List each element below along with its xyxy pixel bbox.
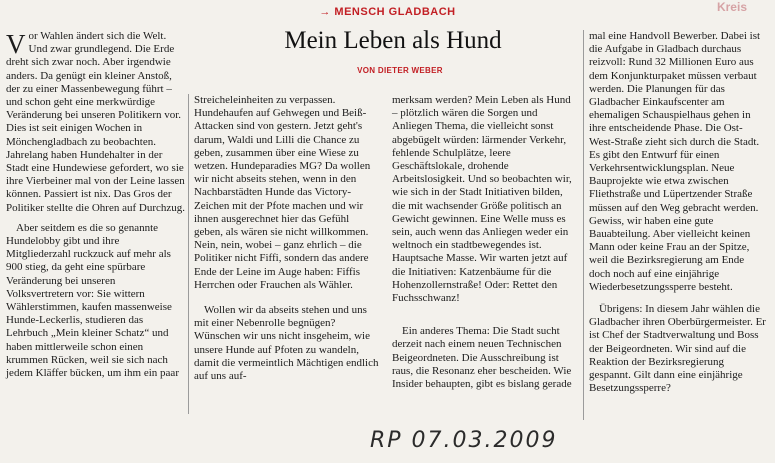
article-column-2 (194, 94, 379, 383)
article-column-4 (589, 30, 768, 395)
paragraph: Aber seitdem es die so genannte Hundelobby gibt und ihre Mitgliederzahl ruckzuck auf mehr als 900 stieg, da geht eine spürbare Veränderung bei unseren Volksvertretern vor: Sie wittern Wählerstimmen, kaufen massenweise Hunde-Leckerlis, studieren das Lehrbuch „Mein kleiner Schatz“ und haben mittlerweile schon einen krummen Rücken, weil sie sich nach jedem Kläffer bücken, um ihm ein paar (6, 221, 179, 380)
article-column-1 (6, 30, 185, 380)
paragraph-text: or Wahlen ändert sich die Welt. Und zwar grundlegend. Die Erde dreht sich zwar noch. Aber irgendwie anders. Da genügt ein kleiner Anstoß, der zu einer Massenbewegung führt – und schon geht eine merkwürdige Veränderung bei unseren Politikern vor. Dies ist seit einigen Wochen in Mönchengladbach zu beobachten. Jahrelang haben Hundehalter in der Stadt eine Hundewiese gefordert, wo sie ihre Vierbeiner mal von der Leine lassen können. Passiert ist nix. Das Gros der Politiker stellte die Ohren auf Durchzug. (6, 30, 186, 214)
paragraph: merksam werden? Mein Leben als Hund – plötzlich wären die Sorgen und Anliegen Thema, die vielleicht sonst abgebügelt würden: lärmender Verkehr, fehlende Schulplätze, leere Geschäftslokale, drohende Arbeitslosigkeit. Und so beobachten wir, wie sich in der Stadt Initiativen bilden, die mit wachsender Größe politisch an Gewicht gewinnen. Eine Welle muss es sein, auch wenn das Anliegen weder ein weltnoch ein stadtbewegendes ist. Hauptsache Masse. Wir warten jetzt auf die Initiativen: Katzenbäume für die Hohenzollernstraße! Oder: Rettet den Fuchsschwanz! (392, 94, 572, 305)
paragraph: Wollen wir da abseits stehen und uns mit einer Nebenrolle begnügen? Wünschen wir uns nicht insgeheim, wie unsere Hunde auf Pfoten zu wandeln, damit die vermeintlich Mächtigen endlich auf uns auf- (194, 304, 379, 383)
drop-cap: V (6, 29, 26, 59)
column-divider (583, 30, 584, 420)
paragraph: Übrigens: In diesem Jahr wählen die Gladbacher ihren Oberbürgermeister. Er ist Chef der Stadtverwaltung und Boss der Beigeordneten. Wir sind auf die Reaktion der Bezirksregierung gespannt. Gilt dann eine einjährige Besetzungssperre? (589, 303, 766, 395)
adjacent-page-bleed: Kreis (716, 0, 747, 14)
paragraph: Ein anderes Thema: Die Stadt sucht derzeit nach einem neuen Technischen Beigeordneten. Die Ausschreibung ist raus, die Resonanz eher bescheiden. Wie Insider behaupten, gibt es bislang gerade (392, 325, 572, 391)
paragraph (6, 30, 185, 215)
column-divider (188, 94, 189, 414)
article-column-3 (392, 94, 578, 391)
headline: Mein Leben als Hund (284, 27, 502, 54)
byline: VON DIETER WEBER (357, 66, 443, 75)
section-kicker: → MENSCH GLADBACH (319, 6, 456, 18)
paragraph: mal eine Handvoll Bewerber. Dabei ist die Aufgabe in Gladbach durchaus reizvoll: Rund 32 Millionen Euro aus dem Konjunkturpaket müssen verbaut werden. Die Planungen für das Gladbacher Einkaufscenter am ehemaligen Schauspielhaus gehen in ihre entscheidende Phase. Die Ost-West-Straße zieht sich durch die Stadt. Es gibt den Entwurf für einen Verkehrsentwicklungsplan. Neue Bauprojekte wie etwa zwischen Fliethstraße und Lüpertzender Straße müssen auf den Weg gebracht werden. Gewiss, wir haben eine gute Bauabteilung. Aber vielleicht keinen Mann oder keine Frau an der Spitze, weil die Bezirksregierung am Ende doch noch auf eine einjährige Wiederbesetzungssperre besteht. (589, 30, 761, 293)
handwritten-source-date: RP 07.03.2009 (370, 428, 558, 453)
paragraph: Streicheleinheiten zu verpassen. Hundehaufen auf Gehwegen und Beiß-Attacken sind von gestern. Jetzt geht's darum, Waldi und Lilli die Chance zu geben, zusammen über eine Wiese zu wetzen. Hundeparadies MG? Da wollen wir nicht abseits stehen, wenn in den Nachbarstädten Hunde das Victory-Zeichen mit der Pfote machen und wir ihnen ausgerechnet hier das Gefühl geben, als wären sie nicht willkommen. Nein, nein, wobei – ganz ehrlich – die Politiker nicht Fiffi, sondern das andere Ende der Leine im Auge haben: Fiffis Herrchen oder Frauchen als Wähler. (194, 94, 371, 291)
